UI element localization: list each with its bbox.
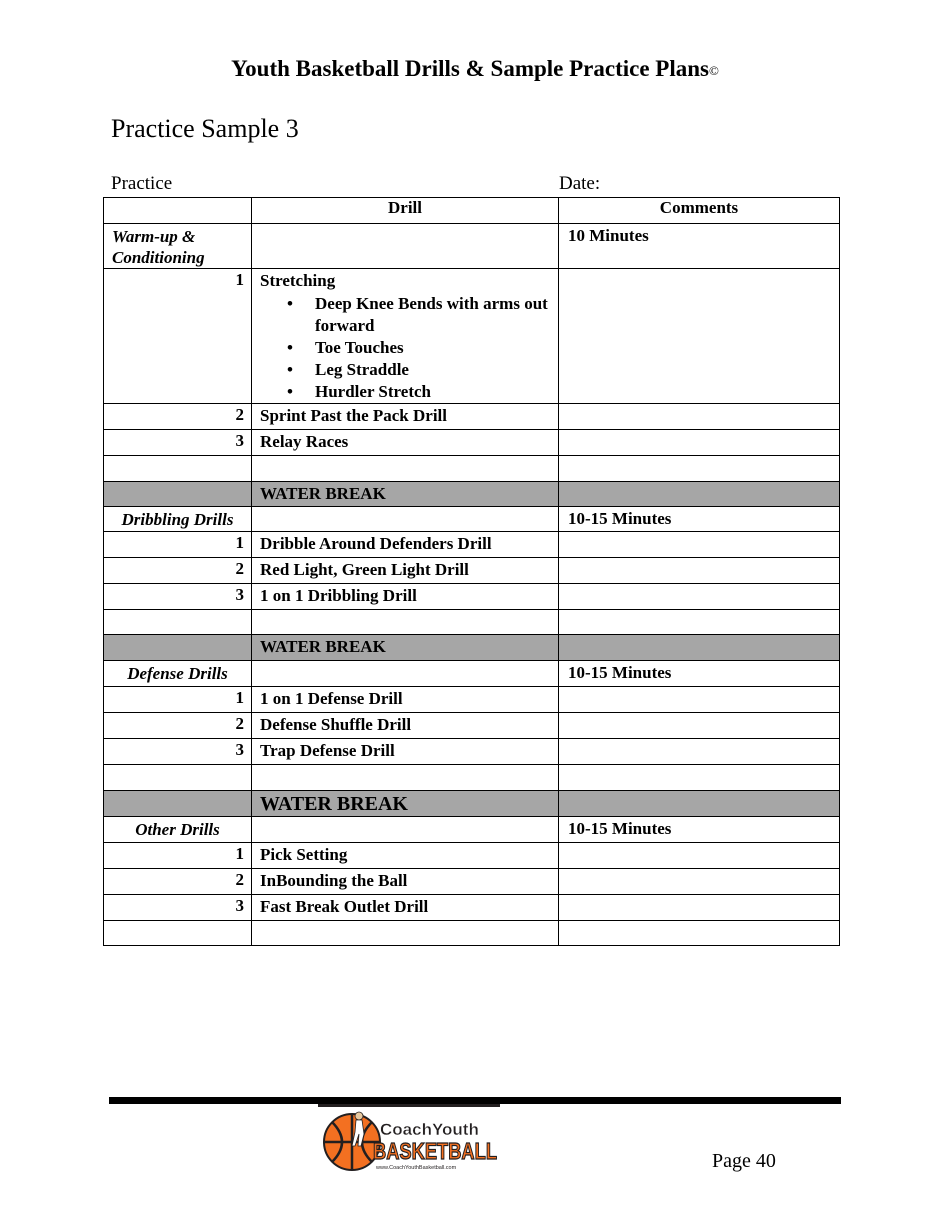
page-number: Page 40 <box>712 1150 776 1172</box>
column-header-blank <box>104 198 252 224</box>
drill-name: Trap Defense Drill <box>252 739 559 765</box>
comment-cell <box>559 713 840 739</box>
footer-rule <box>109 1097 841 1104</box>
practice-label: Practice <box>111 173 173 194</box>
table-row <box>104 843 840 869</box>
section-label: Defense Drills <box>104 661 252 687</box>
drill-name: Dribble Around Defenders Drill <box>252 532 559 558</box>
comment-cell <box>559 869 840 895</box>
list-item: • Toe Touches <box>315 337 558 359</box>
water-break-label: WATER BREAK <box>252 791 559 817</box>
blank-row <box>104 456 840 482</box>
copyright-symbol: © <box>709 63 719 78</box>
section-label: Other Drills <box>104 817 252 843</box>
drill-name: InBounding the Ball <box>252 869 559 895</box>
drill-number: 1 <box>104 269 252 404</box>
drill-number: 2 <box>104 869 252 895</box>
drill-number: 1 <box>104 843 252 869</box>
table-row <box>104 687 840 713</box>
comment-cell <box>559 404 840 430</box>
drill-name: Pick Setting <box>252 843 559 869</box>
logo-text-line1: CoachYouth <box>380 1120 479 1139</box>
drill-number: 1 <box>104 532 252 558</box>
list-item: • Hurdler Stretch <box>315 381 558 403</box>
comment-cell <box>559 843 840 869</box>
water-break-label: WATER BREAK <box>252 482 559 507</box>
comment-cell <box>559 739 840 765</box>
comment-cell <box>559 269 840 404</box>
drill-name: Red Light, Green Light Drill <box>252 558 559 584</box>
section-time: 10-15 Minutes <box>559 817 840 843</box>
drill-name: Stretching <box>260 271 336 290</box>
comment-cell <box>559 687 840 713</box>
section-time: 10-15 Minutes <box>559 507 840 532</box>
comment-cell <box>559 895 840 921</box>
blank-row <box>104 765 840 791</box>
document-header <box>0 56 950 82</box>
header-title: Youth Basketball Drills & Sample Practice Plans <box>231 56 709 81</box>
table-row <box>104 584 840 610</box>
section-row-defense <box>104 661 840 687</box>
drill-number: 3 <box>104 430 252 456</box>
table-row <box>104 430 840 456</box>
drill-number: 3 <box>104 895 252 921</box>
drill-name: Defense Shuffle Drill <box>252 713 559 739</box>
list-item: • Deep Knee Bends with arms out forward <box>315 293 558 337</box>
logo-graphic <box>318 1104 500 1172</box>
comment-cell <box>559 532 840 558</box>
blank-row <box>104 610 840 635</box>
drill-number: 2 <box>104 558 252 584</box>
column-header-comments: Comments <box>559 198 840 224</box>
logo-top-bar <box>318 1104 500 1107</box>
column-header-drill: Drill <box>252 198 559 224</box>
practice-plan-table <box>103 197 840 946</box>
section-time: 10 Minutes <box>559 224 840 269</box>
blank-row <box>104 921 840 946</box>
section-row-other <box>104 817 840 843</box>
table-row <box>104 895 840 921</box>
page-title: Practice Sample 3 <box>111 114 299 143</box>
table-row <box>104 558 840 584</box>
table-header-row <box>104 198 840 224</box>
water-break-label: WATER BREAK <box>252 635 559 661</box>
date-label: Date: <box>559 173 601 194</box>
table-row <box>104 869 840 895</box>
drill-name: 1 on 1 Dribbling Drill <box>252 584 559 610</box>
section-time: 10-15 Minutes <box>559 661 840 687</box>
drill-name: 1 on 1 Defense Drill <box>252 687 559 713</box>
comment-cell <box>559 584 840 610</box>
drill-name: Relay Races <box>252 430 559 456</box>
drill-number: 2 <box>104 713 252 739</box>
water-break-row <box>104 791 840 817</box>
section-row-warmup <box>104 224 840 269</box>
section-label: Warm-up & Conditioning <box>104 224 252 269</box>
water-break-row <box>104 482 840 507</box>
drill-number: 3 <box>104 584 252 610</box>
table-row <box>104 404 840 430</box>
drill-cell <box>252 269 559 404</box>
logo-url: www.CoachYouthBasketball.com <box>376 1165 457 1171</box>
drill-name: Sprint Past the Pack Drill <box>252 404 559 430</box>
drill-number: 1 <box>104 687 252 713</box>
section-label: Dribbling Drills <box>104 507 252 532</box>
drill-number: 3 <box>104 739 252 765</box>
water-break-row <box>104 635 840 661</box>
table-row <box>104 739 840 765</box>
drill-sub-list <box>260 293 558 403</box>
coach-youth-basketball-logo <box>318 1104 500 1172</box>
logo-text-line2: BASKETBALL <box>373 1138 497 1164</box>
list-item: • Leg Straddle <box>315 359 558 381</box>
table-row <box>104 269 840 404</box>
table-row <box>104 713 840 739</box>
basketball-icon <box>324 1114 380 1170</box>
comment-cell <box>559 558 840 584</box>
drill-number: 2 <box>104 404 252 430</box>
table-row <box>104 532 840 558</box>
section-row-dribbling <box>104 507 840 532</box>
drill-name: Fast Break Outlet Drill <box>252 895 559 921</box>
comment-cell <box>559 430 840 456</box>
